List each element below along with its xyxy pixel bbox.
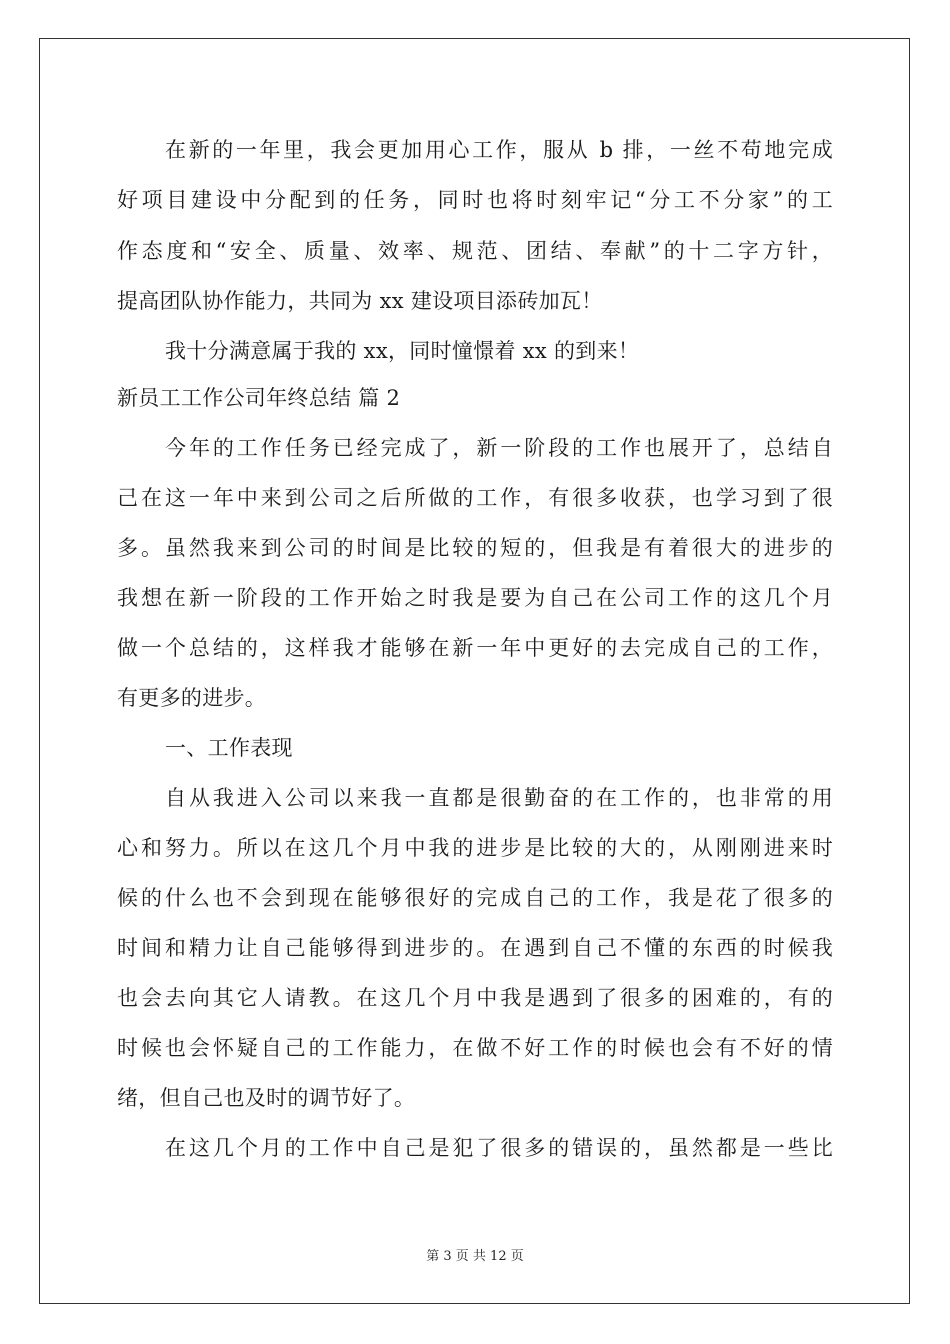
paragraph-line: 绪，但自己也及时的调节好了。 <box>117 1086 416 1110</box>
paragraph-line: 提高团队协作能力，共同为 xx 建设项目添砖加瓦！ <box>117 289 603 313</box>
page-footer: 第 3 页 共 12 页 <box>426 1249 524 1264</box>
paragraph-line: 有更多的进步。 <box>117 686 267 710</box>
paragraph-line: 我十分满意属于我的 xx，同时憧憬着 xx 的到来！ <box>165 339 640 363</box>
paragraph-line: 在这几个月的工作中自己是犯了很多的错误的，虽然都是一些比 <box>165 1136 833 1160</box>
paragraph-line: 时间和精力让自己能够得到进步的。在遇到自己不懂的东西的时候我 <box>117 936 833 960</box>
subsection-heading: 一、工作表现 <box>165 736 293 760</box>
paragraph-line: 作态度和“安全、质量、效率、规范、团结、奉献”的十二字方针， <box>117 239 833 263</box>
paragraph-line: 今年的工作任务已经完成了，新一阶段的工作也展开了，总结自 <box>165 436 833 460</box>
paragraph-line: 也会去向其它人请教。在这几个月中我是遇到了很多的困难的，有的 <box>117 986 833 1010</box>
paragraph-line: 候的什么也不会到现在能够很好的完成自己的工作，我是花了很多的 <box>117 886 833 910</box>
paragraph-line: 好项目建设中分配到的任务，同时也将时刻牢记“分工不分家”的工 <box>117 188 833 212</box>
paragraph-line: 己在这一年中来到公司之后所做的工作，有很多收获，也学习到了很 <box>117 486 833 510</box>
paragraph-line: 在新的一年里，我会更加用心工作，服从 b 排，一丝不苟地完成 <box>165 138 833 162</box>
paragraph-line: 我想在新一阶段的工作开始之时我是要为自己在公司工作的这几个月 <box>117 586 833 610</box>
page-border <box>39 38 910 1304</box>
paragraph-line: 自从我进入公司以来我一直都是很勤奋的在工作的，也非常的用 <box>165 786 833 810</box>
section-heading: 新员工工作公司年终总结 篇 2 <box>117 386 401 410</box>
paragraph-line: 时候也会怀疑自己的工作能力，在做不好工作的时候也会有不好的情 <box>117 1036 833 1060</box>
paragraph-line: 做一个总结的，这样我才能够在新一年中更好的去完成自己的工作， <box>117 636 833 660</box>
paragraph-line: 多。虽然我来到公司的时间是比较的短的，但我是有着很大的进步的 <box>117 536 833 560</box>
paragraph-line: 心和努力。所以在这几个月中我的进步是比较的大的，从刚刚进来时 <box>117 836 833 860</box>
